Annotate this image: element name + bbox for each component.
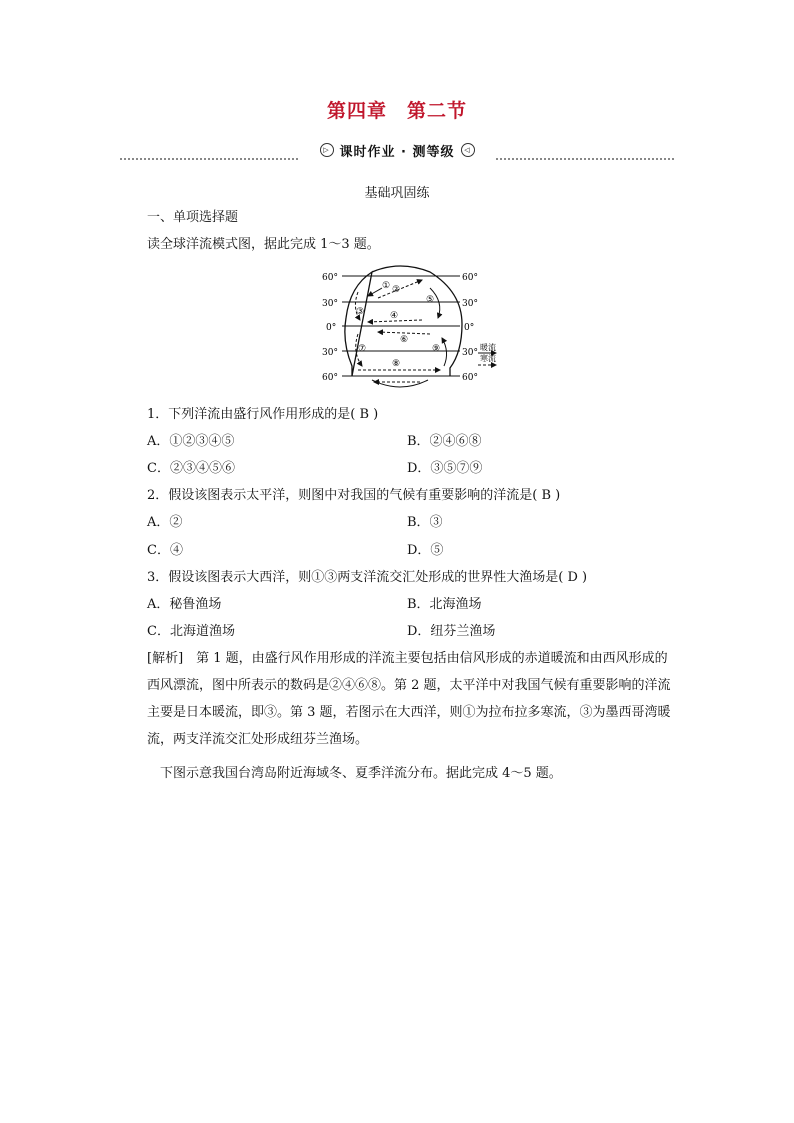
current-number: ③: [356, 307, 365, 317]
current-number: ⑦: [358, 344, 367, 354]
question-1-option-c: C．②③④⑤⑥: [147, 461, 235, 476]
page-title: 第四章 第二节: [326, 100, 467, 122]
play-right-icon: ▷: [320, 143, 334, 157]
current-number: ①: [382, 281, 391, 291]
question-3-option-a: A．秘鲁渔场: [147, 597, 222, 612]
lat-label-right: 30°: [462, 299, 478, 309]
banner-label-box: [298, 140, 496, 160]
lat-label-left: 30°: [322, 348, 338, 358]
play-left-icon: ◁: [461, 143, 475, 157]
lat-label-right: 0°: [464, 323, 475, 333]
current-number: ④: [390, 311, 399, 321]
lat-label-right: 30°: [462, 348, 478, 358]
lat-label-right: 60°: [462, 273, 478, 283]
question-1-option-a: A．①②③④⑤: [147, 434, 235, 449]
ocean-current-figure: [312, 262, 532, 394]
legend-cold-label: 寒流: [480, 354, 496, 363]
current-1: [368, 288, 382, 296]
lat-label-left: 60°: [322, 373, 338, 383]
current-number: ⑧: [392, 359, 401, 369]
current-number: ⑤: [426, 295, 435, 305]
lat-label-right: 60°: [462, 373, 478, 383]
question-3-stem: 3．假设该图表示大西洋，则①③两支洋流交汇处形成的世界性大渔场是( D ): [147, 570, 588, 585]
analysis-paragraph: [解析] 第 1 题，由盛行风作用形成的洋流主要包括由信风形成的赤道暖流和由西风形成的西风漂流，图中所表示的数码是②④⑥⑧。第 2 题，太平洋中对我国气候有重要影响的洋流主要是日本暖流，即③。第 3 题，若图示在大西洋，则①为拉布拉多寒流，③为墨西哥湾暖流，两支洋流交汇处形成纽芬兰渔场。: [147, 651, 671, 747]
question-3-option-c: C．北海道渔场: [147, 624, 235, 639]
question-2-option-d: D．⑤: [407, 543, 444, 558]
current-6: [378, 332, 430, 334]
current-number: ⑨: [432, 344, 441, 354]
intro-text-1: 读全球洋流模式图，据此完成 1～3 题。: [147, 237, 380, 252]
question-3-option-d: D．纽芬兰渔场: [407, 624, 496, 639]
current-9: [442, 338, 447, 366]
lat-label-left: 30°: [322, 299, 338, 309]
current-number: ⑥: [400, 335, 409, 345]
legend-warm-label: 暖流: [480, 343, 496, 352]
question-1-stem: 1．下列洋流由盛行风作用形成的是( B ): [147, 407, 379, 422]
current-number: ②: [392, 285, 401, 295]
section-title: 基础巩固练: [364, 186, 430, 201]
banner-text: 课时作业 · 测等级: [339, 144, 455, 160]
question-1-option-b: B．②④⑥⑧: [407, 434, 482, 449]
homework-banner: [120, 140, 674, 162]
intro-text-2: 下图示意我国台湾岛附近海域冬、夏季洋流分布。据此完成 4～5 题。: [160, 766, 562, 781]
southern-loop: [372, 380, 428, 387]
question-2-stem: 2．假设该图表示太平洋，则图中对我国的气候有重要影响的洋流是( B ): [147, 488, 561, 503]
question-2-option-b: B．③: [407, 515, 443, 530]
part-heading: 一、单项选择题: [147, 210, 239, 225]
question-3-option-b: B．北海渔场: [407, 597, 482, 612]
question-2-option-c: C．④: [147, 543, 183, 558]
question-2-option-a: A．②: [147, 515, 183, 530]
question-1-option-d: D．③⑤⑦⑨: [407, 461, 483, 476]
lat-label-left: 60°: [322, 273, 338, 283]
lat-label-left: 0°: [326, 323, 337, 333]
ocean-outline: [345, 266, 462, 376]
